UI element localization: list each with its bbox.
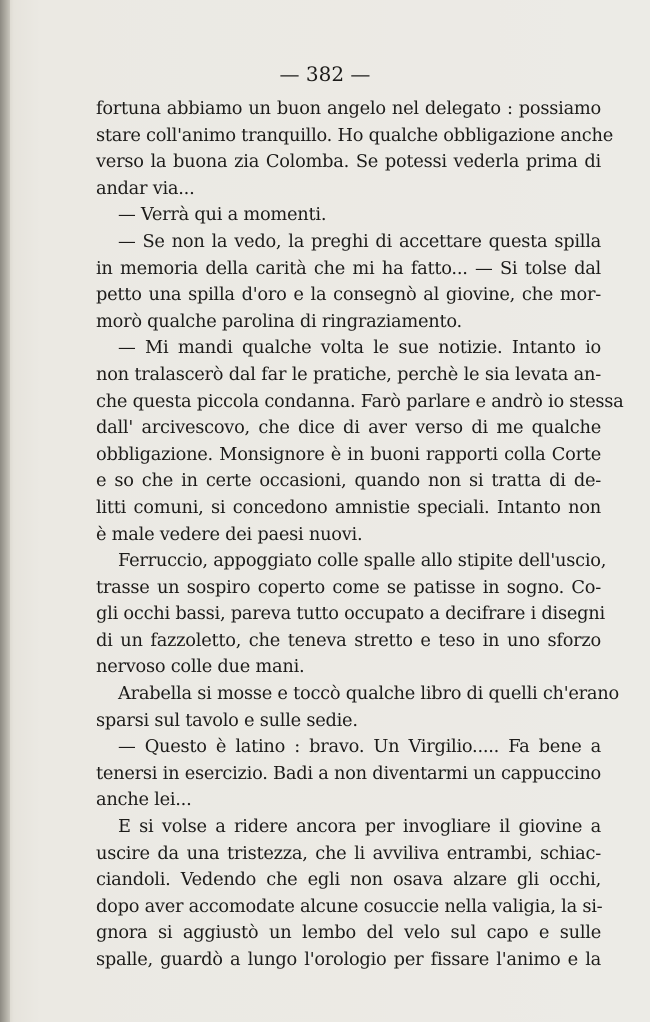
text-line: anche lei... bbox=[96, 789, 192, 811]
text-line: — Se non la vedo, la preghi di accettare questa spilla bbox=[118, 230, 601, 252]
text-line: dopo aver accomodate alcune cosuccie nella valigia, la si- bbox=[96, 895, 603, 917]
text-line: — Questo è latino : bravo. Un Virgilio..... Fa bene a bbox=[118, 736, 601, 758]
text-line: litti comuni, si concedono amnistie speciali. Intanto non bbox=[96, 496, 601, 518]
text-line: fortuna abbiamo un buon angelo nel delegato : possiamo bbox=[96, 98, 601, 119]
binding-edge bbox=[0, 0, 10, 1022]
text-line: ciandoli. Vedendo che egli non osava alzare gli occhi, bbox=[96, 869, 601, 891]
text-line: in memoria della carità che mi ha fatto... — Si tolse dal bbox=[96, 257, 601, 279]
text-line: non tralascerò dal far le pratiche, perchè le sia levata an- bbox=[96, 363, 601, 385]
text-line: verso la buona zia Colomba. Se potessi vederla prima di bbox=[96, 151, 601, 173]
text-line: andar via... bbox=[96, 177, 195, 199]
page-number: — 382 — bbox=[279, 62, 371, 86]
text-line: e so che in certe occasioni, quando non si tratta di de- bbox=[96, 470, 601, 492]
text-line: nervoso colle due mani. bbox=[96, 656, 305, 678]
text-line: E si volse a ridere ancora per invogliare il giovine a bbox=[118, 816, 601, 838]
text-line: — Mi mandi qualche volta le sue notizie. Intanto io bbox=[118, 337, 601, 359]
text-line: è male vedere dei paesi nuovi. bbox=[96, 523, 363, 545]
text-line: stare coll'animo tranquillo. Ho qualche obbligazione anche bbox=[96, 124, 613, 146]
text-line: trasse un sospiro coperto come se patisse in sogno. Co- bbox=[96, 576, 601, 598]
text-line: tenersi in esercizio. Badi a non diventarmi un cappuccino bbox=[96, 762, 601, 784]
text-line: uscire da una tristezza, che li avviliva entrambi, schiac- bbox=[96, 842, 601, 864]
text-line: gnora si aggiustò un lembo del velo sul capo e sulle bbox=[96, 922, 601, 944]
text-line: Arabella si mosse e toccò qualche libro di quelli ch'erano bbox=[118, 683, 619, 705]
text-line: Ferruccio, appoggiato colle spalle allo stipite dell'uscio, bbox=[118, 550, 607, 572]
text-line: morò qualche parolina di ringraziamento. bbox=[96, 310, 462, 332]
body-text bbox=[96, 96, 624, 974]
text-line: di un fazzoletto, che teneva stretto e teso in uno sforzo bbox=[96, 629, 601, 651]
text-line: gli occhi bassi, pareva tutto occupato a decifrare i disegni bbox=[96, 603, 605, 625]
text-line: sparsi sul tavolo e sulle sedie. bbox=[96, 709, 358, 731]
text-line: petto una spilla d'oro e la consegnò al giovine, che mor- bbox=[96, 284, 601, 306]
text-line: obbligazione. Monsignore è in buoni rapporti colla Corte bbox=[96, 443, 601, 465]
text-line: spalle, guardò a lungo l'orologio per fissare l'animo e la bbox=[96, 949, 601, 970]
text-line: che questa piccola condanna. Farò parlare e andrò io stessa bbox=[96, 390, 624, 412]
text-line: dall' arcivescovo, che dice di aver verso di me qualche bbox=[96, 417, 601, 439]
text-line: — Verrà qui a momenti. bbox=[118, 204, 327, 226]
